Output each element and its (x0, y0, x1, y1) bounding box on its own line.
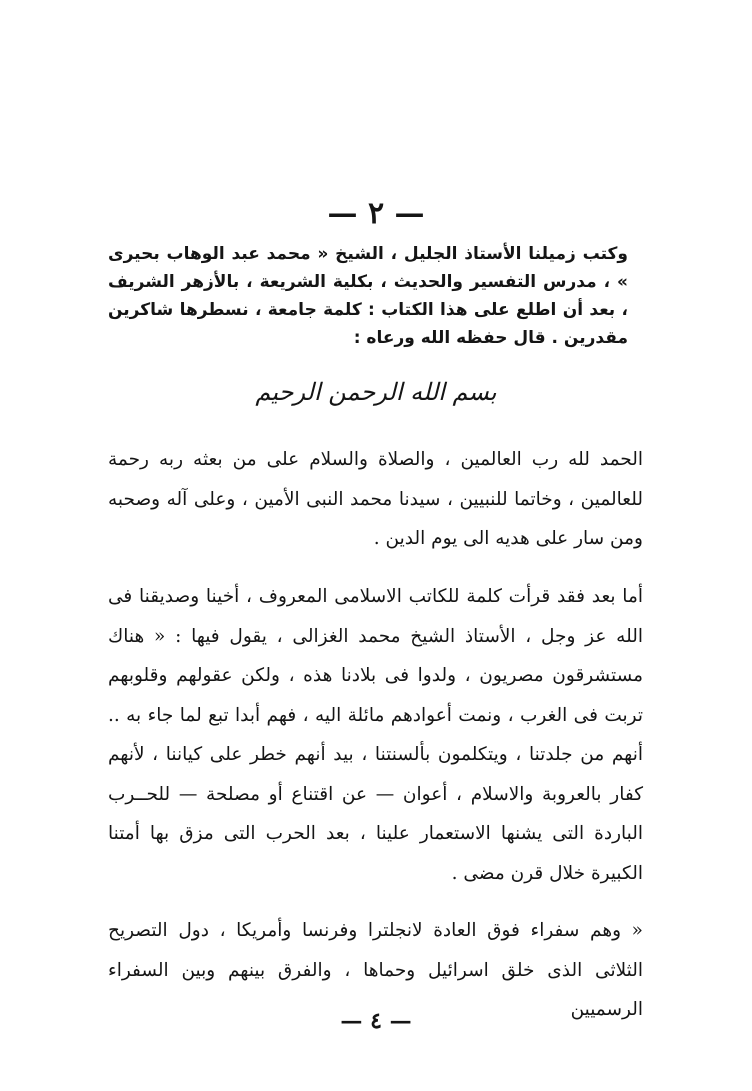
top-page-number: — ٢ — (327, 196, 425, 231)
paragraph-3: « وهم سفراء فوق العادة لانجلترا وفرنسا وأمريكا ، دول التصريح الثلاثى الذى خلق اسرائيل وحماها ، والفرق بينهم وبين السفراء الرسميين (108, 920, 643, 1020)
paragraph-2: أما بعد فقد قرأت كلمة للكاتب الاسلامى المعروف ، أخينا وصديقنا فى الله عز وجل ، الأستاذ الشيخ محمد الغزالى ، يقول فيها : « هناك مستشرقون مصريون ، ولدوا فى بلادنا هذه ، ولكن عقولهم وقلوبهم تربت فى الغرب ، ونمت أعوادهم مائلة اليه ، فهم أبدا تبع لما جاء به .. أنهم من جلدتنا ، ويتكلمون بألسنتنا ، بيد أنهم خطر على كياننا ، لأنهم كفار بالعروبة والاسلام ، أعوان — عن اقتناع أو مصلحة — للحــرب الباردة التى يشنها الاستعمار علينا ، بعد الحرب التى مزق بها أمتنا الكبيرة خلال قرن مضى . (108, 586, 643, 884)
bottom-page-number: — ٤ — (340, 1008, 412, 1034)
intro-paragraph: وكتب زميلنا الأستاذ الجليل ، الشيخ « محمد عبد الوهاب بحيرى » ، مدرس التفسير والحديث ، بكلية الشريعة ، بالأزهر الشريف ، بعد أن اطلع على هذا الكتاب : كلمة جامعة ، نسطرها شاكرين مقدرين . قال حفظه الله ورعاه : (108, 244, 628, 348)
paragraph-1: الحمد لله رب العالمين ، والصلاة والسلام على من بعثه ربه رحمة للعالمين ، وخاتما للنبيين ، سيدنا محمد النبى الأمين ، وعلى آله وصحبه ومن سار على هديه الى يوم الدين . (108, 449, 643, 549)
basmala-calligraphy: بسم الله الرحمن الرحيم (255, 378, 497, 406)
